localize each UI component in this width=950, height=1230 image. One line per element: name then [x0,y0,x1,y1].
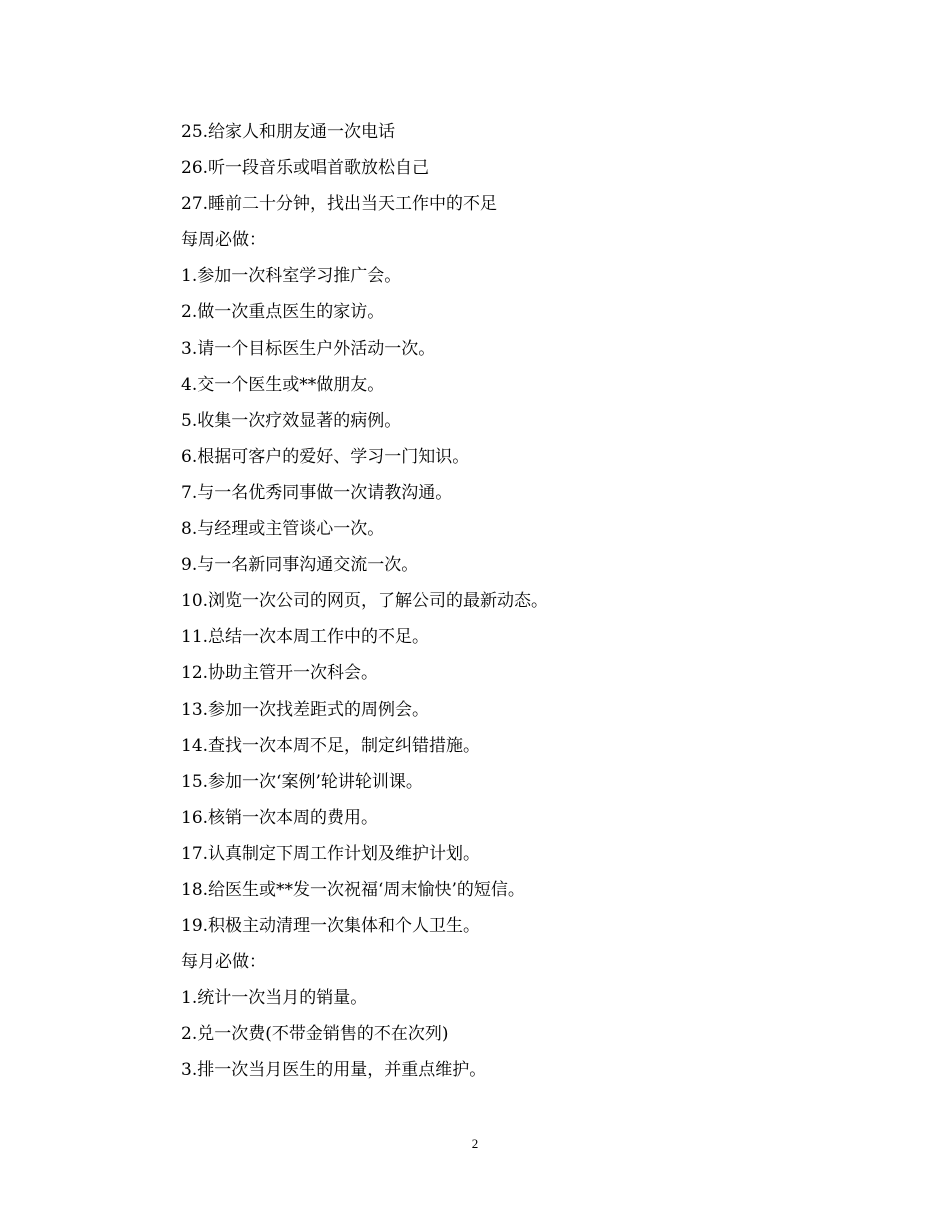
list-item: 27.睡前二十分钟，找出当天工作中的不足 [181,194,498,215]
list-item: 15.参加一次‘案例’轮讲轮训课。 [181,771,423,792]
list-item: 6.根据可客户的爱好、学习一门知识。 [181,446,470,467]
list-item: 11.总结一次本周工作中的不足。 [181,627,430,648]
list-item: 2.做一次重点医生的家访。 [181,302,385,323]
list-item: 4.交一个医生或**做朋友。 [181,374,385,395]
list-item: 2.兑一次费(不带金销售的不在次列) [181,1024,449,1045]
section-heading-monthly: 每月必做： [181,952,266,973]
list-item: 9.与一名新同事沟通交流一次。 [181,555,419,576]
section-heading-weekly: 每周必做： [181,230,266,251]
list-item: 19.积极主动清理一次集体和个人卫生。 [181,916,481,937]
list-item: 1.统计一次当月的销量。 [181,988,368,1009]
list-item: 16.核销一次本周的费用。 [181,807,379,828]
list-item: 8.与经理或主管谈心一次。 [181,519,385,540]
list-item: 17.认真制定下周工作计划及维护计划。 [181,843,481,864]
page-number: 2 [471,1136,479,1151]
list-item: 14.查找一次本周不足，制定纠错措施。 [181,735,481,756]
list-item: 13.参加一次找差距式的周例会。 [181,699,430,720]
list-item: 3.排一次当月医生的用量，并重点维护。 [181,1060,487,1081]
list-item: 12.协助主管开一次科会。 [181,663,379,684]
list-item: 3.请一个目标医生户外活动一次。 [181,338,436,359]
list-item: 5.收集一次疗效显著的病例。 [181,410,402,431]
list-item: 25.给家人和朋友通一次电话 [181,122,396,142]
list-item: 1.参加一次科室学习推广会。 [181,266,402,287]
page-content [181,114,821,1089]
list-item: 10.浏览一次公司的网页，了解公司的最新动态。 [181,591,549,612]
list-item: 26.听一段音乐或唱首歌放松自己 [181,158,430,179]
list-item: 7.与一名优秀同事做一次请教沟通。 [181,482,453,503]
list-item: 18.给医生或**发一次祝福‘周末愉快’的短信。 [181,879,525,900]
